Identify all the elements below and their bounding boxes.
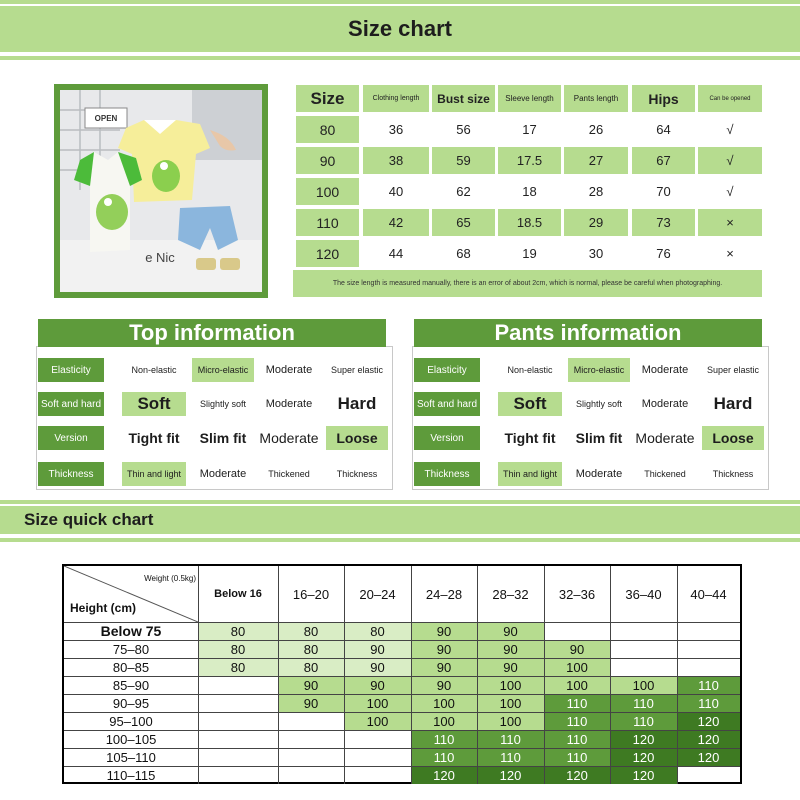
size-table-value: 19 xyxy=(522,246,537,261)
size-table-header: Pants length xyxy=(564,85,628,112)
grid-size-cell xyxy=(278,748,344,766)
grid-size-cell: 100 xyxy=(411,712,477,730)
size-table-value: 28 xyxy=(588,184,604,199)
grid-hline xyxy=(64,640,740,641)
grid-height-label: 110–115 xyxy=(106,767,156,783)
grid-weight-header: 36–40 xyxy=(625,586,662,602)
grid-size-cell: 90 xyxy=(278,694,344,712)
grid-size-cell: 110 xyxy=(677,694,740,712)
size-table-value: √ xyxy=(698,147,762,174)
grid-height-label: Below 75 xyxy=(100,623,162,639)
grid-size-cell: 90 xyxy=(411,676,477,694)
info-option: Moderate xyxy=(265,364,313,376)
grid-height-label: 90–95 xyxy=(112,695,150,711)
size-table-value: 36 xyxy=(388,122,404,137)
grid-hline xyxy=(64,712,740,713)
grid-size-cell xyxy=(610,622,677,640)
grid-size-cell xyxy=(677,766,740,784)
size-table-size: 80 xyxy=(296,116,359,143)
grid-weight-header: 20–24 xyxy=(359,586,396,602)
grid-size-cell xyxy=(278,730,344,748)
info-option: Slightly soft xyxy=(199,399,247,409)
size-table-value: 42 xyxy=(363,209,429,236)
size-table-value: √ xyxy=(726,122,734,137)
grid-hline xyxy=(64,658,740,659)
size-table-value: √ xyxy=(726,184,734,199)
info-option: Moderate xyxy=(265,398,313,410)
grid-weight-header: 24–28 xyxy=(425,586,463,602)
grid-size-cell: 90 xyxy=(411,622,477,640)
grid-height-label: 85–90 xyxy=(112,677,150,693)
grid-size-cell: 110 xyxy=(411,730,477,748)
grid-size-cell: 90 xyxy=(411,640,477,658)
grid-size-cell xyxy=(278,766,344,784)
grid-size-cell xyxy=(544,622,610,640)
grid-size-cell: 90 xyxy=(344,676,411,694)
grid-height-label: 95–100 xyxy=(109,713,153,729)
grid-size-cell: 100 xyxy=(411,694,477,712)
info-option: Moderate xyxy=(641,364,689,376)
size-table-value: 26 xyxy=(588,122,604,137)
grid-size-cell: 120 xyxy=(677,712,740,730)
grid-size-cell xyxy=(198,712,278,730)
size-table-value: 30 xyxy=(588,246,604,261)
grid-size-cell: 120 xyxy=(411,766,477,784)
size-table-value: 17 xyxy=(522,122,537,137)
grid-size-cell: 100 xyxy=(610,676,677,694)
info-label: Elasticity xyxy=(414,358,480,382)
grid-height-label: 100–105 xyxy=(105,731,157,747)
grid-weight-header: 28–32 xyxy=(492,586,529,602)
grid-corner-height: Height (cm) xyxy=(70,601,136,615)
grid-hline xyxy=(64,676,740,677)
grid-size-cell: 80 xyxy=(278,622,344,640)
info-option: Thickened xyxy=(268,469,310,479)
size-table-value: 18.5 xyxy=(498,209,561,236)
header-top-rule xyxy=(0,0,800,4)
grid-size-cell xyxy=(198,730,278,748)
grid-size-cell: 100 xyxy=(344,712,411,730)
info-option: Hard xyxy=(337,394,377,413)
info-option: Slim fit xyxy=(575,430,623,446)
info-label: Thickness xyxy=(38,462,104,486)
grid-size-cell: 90 xyxy=(344,658,411,676)
info-option: Non-elastic xyxy=(131,365,177,375)
info-label: Thickness xyxy=(414,462,480,486)
grid-size-cell: 110 xyxy=(544,712,610,730)
grid-size-cell xyxy=(198,766,278,784)
grid-hline xyxy=(64,766,740,767)
info-option: Thickened xyxy=(644,469,686,479)
grid-size-cell: 90 xyxy=(477,658,544,676)
grid-size-cell: 120 xyxy=(677,730,740,748)
size-table-value: × xyxy=(698,209,762,236)
grid-vline xyxy=(544,566,545,784)
grid-size-cell: 110 xyxy=(677,676,740,694)
size-table-value: 59 xyxy=(432,147,495,174)
quick-bottom-rule xyxy=(0,538,800,542)
size-table-value: 70 xyxy=(656,184,671,199)
size-table-note: The size length is measured manually, there is an error of about 2cm, which is normal, please be careful when photographing. xyxy=(293,270,762,297)
grid-vline xyxy=(677,566,678,784)
info-option: Micro-elastic xyxy=(568,358,630,382)
grid-size-cell xyxy=(198,676,278,694)
grid-size-cell xyxy=(344,766,411,784)
grid-size-cell: 120 xyxy=(677,748,740,766)
info-option: Loose xyxy=(326,426,388,450)
grid-size-cell: 120 xyxy=(610,730,677,748)
size-table-value: 18 xyxy=(522,184,537,199)
grid-vline xyxy=(344,566,345,784)
grid-size-cell: 120 xyxy=(544,766,610,784)
top-info-title: Top information xyxy=(38,319,386,347)
size-table-value: 73 xyxy=(632,209,695,236)
grid-size-cell: 90 xyxy=(278,676,344,694)
size-table-value: 56 xyxy=(456,122,471,137)
grid-weight-header: Below 16 xyxy=(214,588,262,600)
grid-size-cell: 90 xyxy=(477,640,544,658)
info-label: Soft and hard xyxy=(38,392,104,416)
size-table-value: 62 xyxy=(456,184,471,199)
size-table-size: 120 xyxy=(296,240,359,267)
grid-size-cell: 80 xyxy=(198,622,278,640)
info-option: Slim fit xyxy=(199,430,247,446)
grid-weight-header: 40–44 xyxy=(690,586,727,602)
size-table-value: 44 xyxy=(388,246,404,261)
size-table-value: 27 xyxy=(564,147,628,174)
info-option: Thin and light xyxy=(122,462,186,486)
grid-vline xyxy=(610,566,611,784)
info-label: Elasticity xyxy=(38,358,104,382)
grid-corner-diagonal xyxy=(64,566,198,622)
grid-size-cell: 120 xyxy=(610,748,677,766)
info-option: Super elastic xyxy=(706,365,760,375)
grid-size-cell: 80 xyxy=(278,658,344,676)
info-option: Micro-elastic xyxy=(192,358,254,382)
grid-size-cell: 80 xyxy=(344,622,411,640)
size-table-value: × xyxy=(726,246,734,261)
info-option: Soft xyxy=(498,392,562,416)
size-table-value: 17.5 xyxy=(498,147,561,174)
photo-sign-text: e Nic xyxy=(145,250,175,265)
product-photo xyxy=(60,90,262,292)
grid-corner-weight: Weight (0.5kg) xyxy=(144,573,196,583)
grid-vline xyxy=(411,566,412,784)
info-label: Version xyxy=(414,426,480,450)
grid-size-cell: 80 xyxy=(278,640,344,658)
grid-hline xyxy=(64,694,740,695)
grid-hline xyxy=(64,730,740,731)
size-table-header: Hips xyxy=(632,85,695,112)
grid-size-cell xyxy=(677,622,740,640)
size-table-header: Clothing length xyxy=(363,85,429,112)
grid-size-cell: 100 xyxy=(477,694,544,712)
grid-size-cell xyxy=(198,694,278,712)
grid-size-cell xyxy=(344,730,411,748)
grid-size-cell: 90 xyxy=(544,640,610,658)
info-option: Hard xyxy=(713,394,753,413)
size-table-size: 90 xyxy=(296,147,359,174)
size-table-value: 40 xyxy=(388,184,404,199)
grid-vline xyxy=(278,566,279,784)
size-table-value: 29 xyxy=(564,209,628,236)
info-option: Moderate xyxy=(641,398,689,410)
info-option: Thin and light xyxy=(498,462,562,486)
info-option: Loose xyxy=(702,426,764,450)
header-bottom-rule xyxy=(0,56,800,60)
grid-size-cell: 120 xyxy=(477,766,544,784)
size-table-value: 64 xyxy=(656,122,671,137)
info-option: Moderate xyxy=(575,468,623,480)
quick-chart-title: Size quick chart xyxy=(24,510,154,529)
info-option: Tight fit xyxy=(128,430,180,446)
grid-height-label: 105–110 xyxy=(106,749,156,765)
grid-size-cell xyxy=(610,658,677,676)
grid-size-cell: 110 xyxy=(544,730,610,748)
size-table-value: 76 xyxy=(656,246,671,261)
size-table-header: Bust size xyxy=(432,85,495,112)
grid-size-cell: 100 xyxy=(477,676,544,694)
grid-height-label: 75–80 xyxy=(112,641,150,657)
size-table-size: 100 xyxy=(296,178,359,205)
grid-weight-header: 32–36 xyxy=(558,586,596,602)
info-option: Slightly soft xyxy=(575,399,623,409)
grid-vline xyxy=(477,566,478,784)
grid-size-cell: 80 xyxy=(198,658,278,676)
info-option: Moderate xyxy=(259,430,319,446)
info-option: Soft xyxy=(122,392,186,416)
grid-size-cell: 80 xyxy=(198,640,278,658)
quick-top-rule xyxy=(0,500,800,504)
info-label: Soft and hard xyxy=(414,392,480,416)
grid-size-cell: 90 xyxy=(411,658,477,676)
grid-size-cell: 90 xyxy=(477,622,544,640)
size-table-value: 67 xyxy=(632,147,695,174)
grid-size-cell xyxy=(344,748,411,766)
grid-height-label: 80–85 xyxy=(112,659,150,675)
info-option: Super elastic xyxy=(330,365,384,375)
grid-vline xyxy=(198,566,199,784)
grid-hline xyxy=(64,748,740,749)
grid-hline xyxy=(64,622,740,623)
info-option: Moderate xyxy=(635,430,695,446)
grid-weight-header: 16–20 xyxy=(292,586,330,602)
grid-size-cell xyxy=(278,712,344,730)
info-option: Non-elastic xyxy=(507,365,553,375)
grid-size-cell: 120 xyxy=(610,766,677,784)
grid-size-cell: 100 xyxy=(544,676,610,694)
grid-size-cell: 100 xyxy=(477,712,544,730)
size-table-size: 110 xyxy=(296,209,359,236)
info-option: Thickness xyxy=(712,469,754,479)
size-table-value: 65 xyxy=(432,209,495,236)
size-table-value: 68 xyxy=(456,246,471,261)
info-option: Moderate xyxy=(199,468,247,480)
grid-size-cell: 100 xyxy=(544,658,610,676)
grid-size-cell: 100 xyxy=(344,694,411,712)
grid-size-cell: 110 xyxy=(544,748,610,766)
info-option: Thickness xyxy=(336,469,378,479)
photo-tag-text: OPEN xyxy=(94,114,118,123)
grid-size-cell: 110 xyxy=(610,712,677,730)
grid-size-cell xyxy=(677,640,740,658)
product-photo-frame xyxy=(54,84,268,298)
grid-size-cell: 110 xyxy=(544,694,610,712)
grid-size-cell: 110 xyxy=(610,694,677,712)
page-title: Size chart xyxy=(348,16,452,41)
size-table-header: Can be opened xyxy=(698,85,762,112)
size-table-value: 38 xyxy=(363,147,429,174)
info-option: Tight fit xyxy=(504,430,556,446)
grid-size-cell: 110 xyxy=(411,748,477,766)
quick-size-grid xyxy=(62,564,742,784)
info-label: Version xyxy=(38,426,104,450)
grid-size-cell xyxy=(677,658,740,676)
grid-size-cell: 90 xyxy=(344,640,411,658)
grid-size-cell xyxy=(610,640,677,658)
size-table-header: Size xyxy=(296,85,359,112)
grid-size-cell: 110 xyxy=(477,730,544,748)
size-table-header: Sleeve length xyxy=(498,85,561,112)
pants-info-title: Pants information xyxy=(414,319,762,347)
grid-size-cell: 110 xyxy=(477,748,544,766)
grid-size-cell xyxy=(198,748,278,766)
